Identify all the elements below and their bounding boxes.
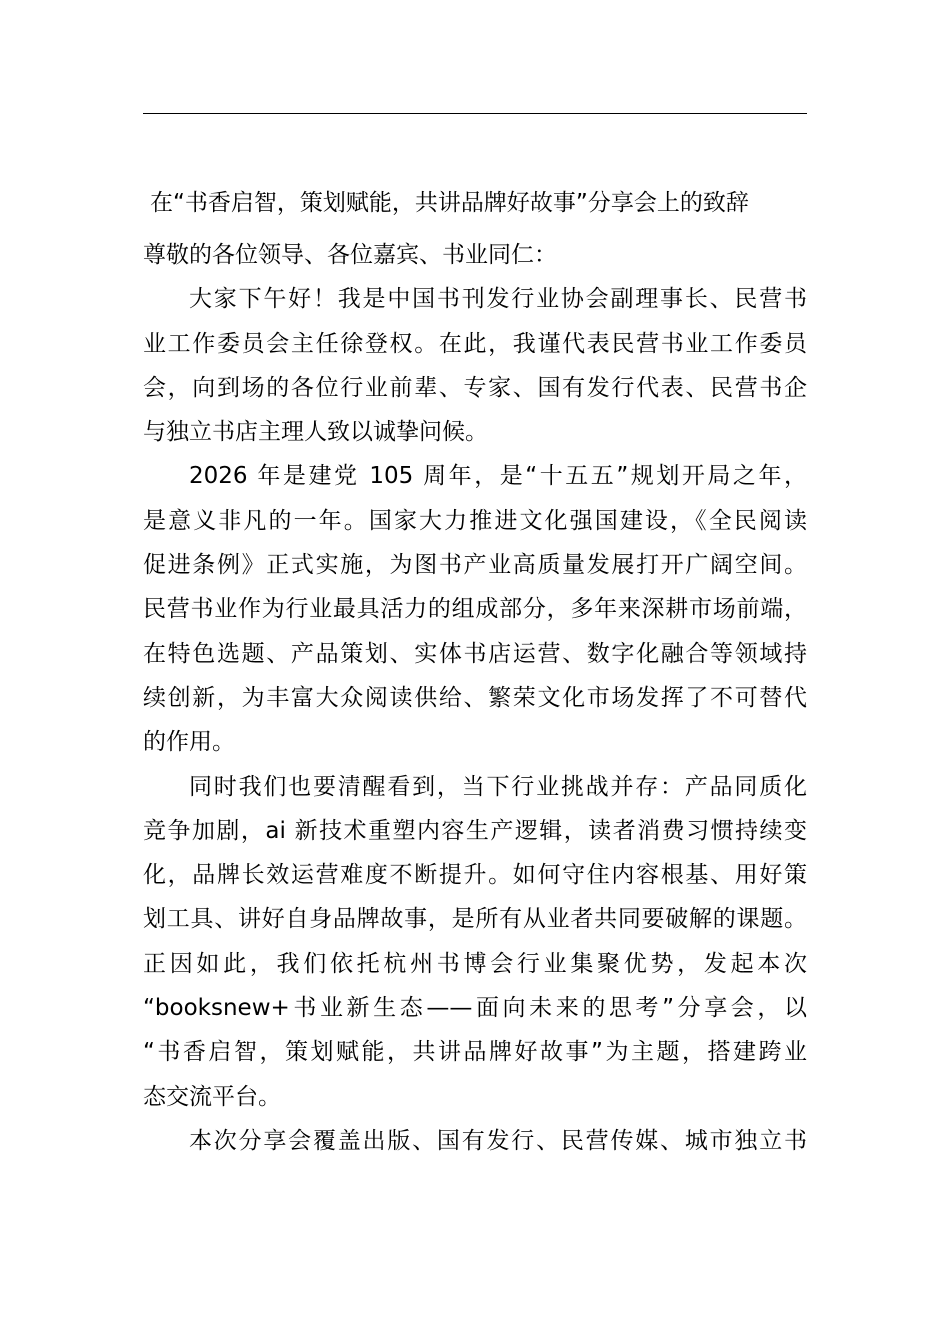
paragraph-2 — [143, 454, 807, 764]
paragraph-line: 化，品牌长效运营难度不断提升。如何守住内容根基、用好策 — [143, 862, 807, 889]
document-body — [143, 233, 807, 1163]
paragraph-line: 正因如此，我们依托杭州书博会行业集聚优势，发起本次 — [143, 950, 807, 977]
paragraph-1 — [143, 277, 807, 454]
salutation: 尊敬的各位领导、各位嘉宾、书业同仁： — [143, 242, 557, 268]
paragraph-line: “booksnew+书业新生态——面向未来的思考”分享会，以 — [143, 995, 807, 1022]
paragraph-line: 与独立书店主理人致以诚挚问候。 — [143, 419, 488, 446]
paragraph-line: 促进条例》正式实施，为图书产业高质量发展打开广阔空间。 — [143, 552, 807, 579]
paragraph-line: 同时我们也要清醒看到，当下行业挑战并存：产品同质化 — [189, 773, 807, 800]
paragraph-3 — [143, 765, 807, 1119]
paragraph-line: 是意义非凡的一年。国家大力推进文化强国建设，《全民阅读 — [143, 507, 807, 534]
header-rule — [143, 113, 807, 114]
paragraph-line: 态交流平台。 — [143, 1083, 281, 1110]
paragraph-4 — [143, 1119, 807, 1163]
paragraph-line: 划工具、讲好自身品牌故事，是所有从业者共同要破解的课题。 — [143, 906, 807, 933]
document-title: 在“书香启智，策划赋能，共讲品牌好故事”分享会上的致辞 — [150, 190, 749, 216]
paragraph-line: 在特色选题、产品策划、实体书店运营、数字化融合等领域持 — [143, 640, 807, 667]
paragraph-line: “书香启智，策划赋能，共讲品牌好故事”为主题，搭建跨业 — [143, 1039, 807, 1066]
paragraph-line: 民营书业作为行业最具活力的组成部分，多年来深耕市场前端， — [143, 596, 807, 623]
paragraph-line: 续创新，为丰富大众阅读供给、繁荣文化市场发挥了不可替代 — [143, 684, 807, 711]
paragraph-line: 竞争加剧，ai 新技术重塑内容生产逻辑，读者消费习惯持续变 — [143, 817, 807, 844]
paragraph-line: 2026 年是建党 105 周年，是“十五五”规划开局之年， — [189, 463, 807, 490]
paragraph-line: 本次分享会覆盖出版、国有发行、民营传媒、城市独立书 — [189, 1127, 807, 1154]
paragraph-line: 的作用。 — [143, 729, 235, 756]
paragraph-line: 会，向到场的各位行业前辈、专家、国有发行代表、民营书企 — [143, 374, 807, 401]
paragraph-line: 业工作委员会主任徐登权。在此，我谨代表民营书业工作委员 — [143, 330, 807, 357]
paragraph-line: 大家下午好！我是中国书刊发行业协会副理事长、民营书 — [189, 286, 807, 313]
